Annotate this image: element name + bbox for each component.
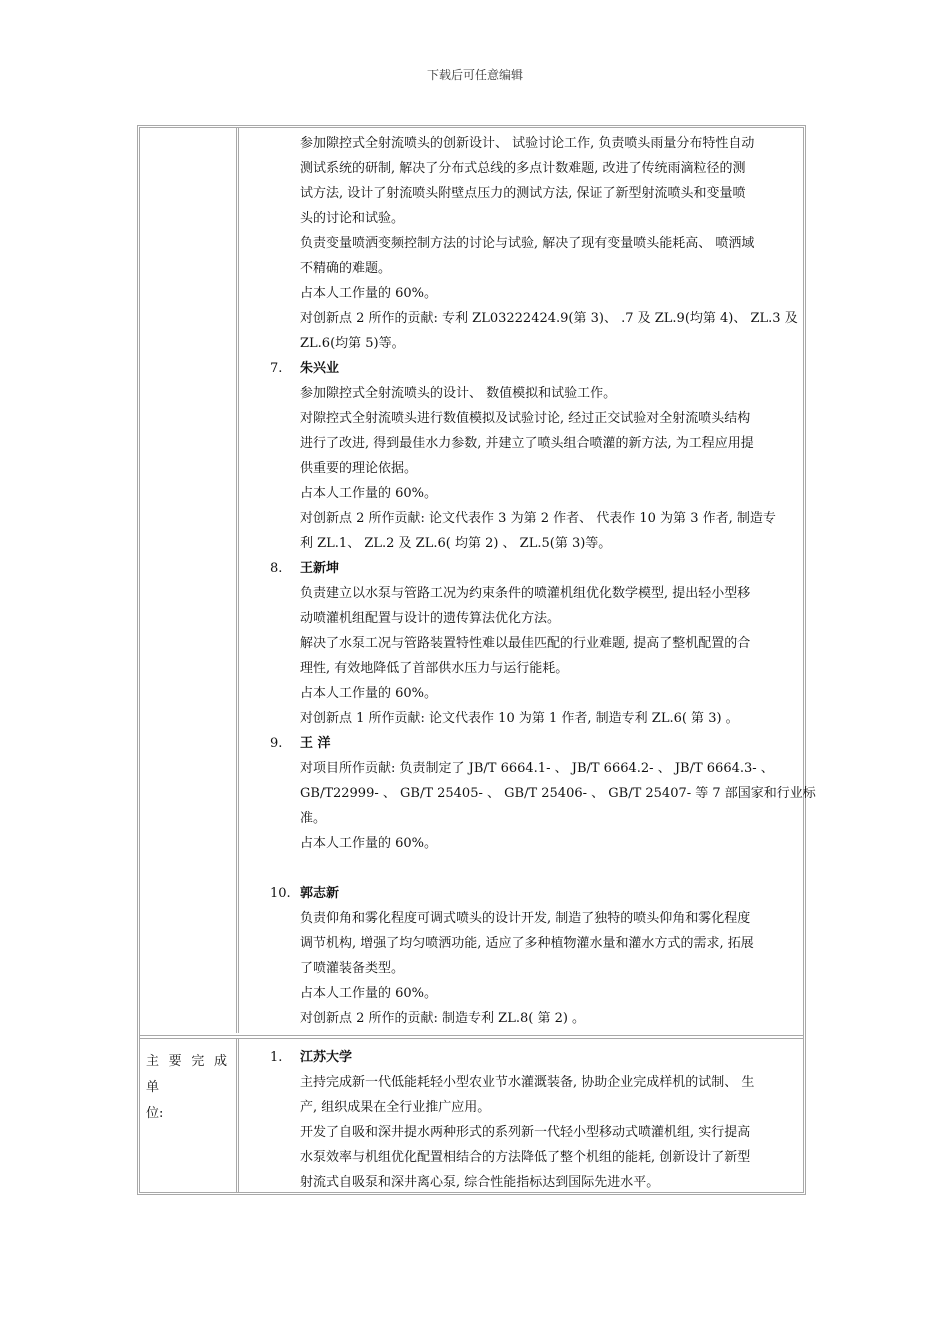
person-name: 王新坤: [300, 561, 340, 576]
table-row-personnel: [140, 128, 816, 1033]
text-line: 产, 组织成果在全行业推广应用。: [300, 1100, 491, 1115]
item-number: 9.: [270, 736, 283, 751]
row-label-line: 主要完成单: [146, 1054, 232, 1095]
text-line: 对创新点 2 所作贡献: 论文代表作 3 为第 2 作者、 代表作 10 为第 3 作者, 制造专: [300, 511, 776, 526]
text-line: 对创新点 2 所作的贡献: 专利 ZL03222424.9(第 3)、 .7 及 ZL.9(均第 4)、 ZL.3 及: [300, 311, 798, 326]
text-line: 负责建立以水泵与管路工况为约束条件的喷灌机组优化数学模型, 提出轻小型移: [300, 586, 751, 601]
text-line: 占本人工作量的 60%。: [300, 836, 438, 851]
item-number: 1.: [270, 1050, 283, 1065]
text-line: 准。: [300, 811, 327, 826]
text-line: 占本人工作量的 60%。: [300, 286, 438, 301]
text-line: 理性, 有效地降低了首部供水压力与运行能耗。: [300, 661, 569, 676]
person-heading: [270, 881, 802, 906]
row-label: [146, 1049, 232, 1127]
text-line: 试方法, 设计了射流喷头附壁点压力的测试方法, 保证了新型射流喷头和变量喷: [300, 186, 746, 201]
text-line: 不精确的难题。: [300, 261, 392, 276]
text-line: 利 ZL.1、 ZL.2 及 ZL.6( 均第 2) 、 ZL.5(第 3)等。: [300, 536, 612, 551]
text-line: 占本人工作量的 60%。: [300, 486, 438, 501]
row-label-line: 位:: [146, 1106, 164, 1121]
blank-line: [270, 856, 802, 881]
item-number: 7.: [270, 361, 283, 376]
text-line: 供重要的理论依据。: [300, 461, 418, 476]
page-header: 下载后可任意编辑: [426, 68, 523, 82]
person-name: 朱兴业: [300, 361, 340, 376]
text-line: 占本人工作量的 60%。: [300, 686, 438, 701]
text-line: 对创新点 1 所作贡献: 论文代表作 10 为第 1 作者, 制造专利 ZL.6( 第 3) 。: [300, 711, 739, 726]
text-line: 对隙控式全射流喷头进行数值模拟及试验讨论, 经过正交试验对全射流喷头结构: [300, 411, 751, 426]
person-name: 王 洋: [300, 736, 331, 751]
item-number: 10.: [270, 886, 291, 901]
person-heading: [270, 556, 802, 581]
text-line: 进行了改进, 得到最佳水力参数, 并建立了喷头组合喷灌的新方法, 为工程应用提: [300, 436, 754, 451]
column-divider: [236, 1039, 242, 1192]
text-line: 开发了自吸和深井提水两种形式的系列新一代轻小型移动式喷灌机组, 实行提高: [300, 1125, 751, 1140]
unit-name: 江苏大学: [300, 1050, 353, 1065]
text-line: 头的讨论和试验。: [300, 211, 405, 226]
text-line: 水泵效率与机组优化配置相结合的方法降低了整个机组的能耗, 创新设计了新型: [300, 1150, 751, 1165]
text-line: 对创新点 2 所作的贡献: 制造专利 ZL.8( 第 2) 。: [300, 1011, 586, 1026]
column-divider: [236, 128, 242, 1033]
text-line: 对项目所作贡献: 负责制定了 JB/T 6664.1- 、 JB/T 6664.2- 、 JB/T 6664.3- 、: [300, 761, 774, 776]
person-name: 郭志新: [300, 886, 340, 901]
text-line: 解决了水泵工况与管路装置特性难以最佳匹配的行业难题, 提高了整机配置的合: [300, 636, 751, 651]
text-line: GB/T22999- 、 GB/T 25405- 、 GB/T 25406- 、 GB/T 25407- 等 7 部国家和行业标: [300, 786, 816, 801]
item-number: 8.: [270, 561, 283, 576]
text-line: 测试系统的研制, 解决了分布式总线的多点计数难题, 改进了传统雨滴粒径的测: [300, 161, 746, 176]
text-line: 负责仰角和雾化程度可调式喷头的设计开发, 制造了独特的喷头仰角和雾化程度: [300, 911, 751, 926]
person-heading: [270, 731, 802, 756]
text-line: 动喷灌机组配置与设计的遗传算法优化方法。: [300, 611, 561, 626]
text-line: 主持完成新一代低能耗轻小型农业节水灌溉装备, 协助企业完成样机的试制、 生: [300, 1075, 755, 1090]
text-line: 调节机构, 增强了均匀喷洒功能, 适应了多种植物灌水量和灌水方式的需求, 拓展: [300, 936, 754, 951]
contribution-table: [137, 125, 816, 1195]
units-cell: [270, 1045, 802, 1195]
text-line: 占本人工作量的 60%。: [300, 986, 438, 1001]
person-heading: [270, 356, 802, 381]
text-line: 射流式自吸泵和深井离心泵, 综合性能指标达到国际先进水平。: [300, 1175, 660, 1190]
table-row-units: [140, 1035, 803, 1192]
personnel-cell: [270, 131, 816, 1031]
text-line: 参加隙控式全射流喷头的设计、 数值模拟和试验工作。: [300, 386, 617, 401]
text-line: ZL.6(均第 5)等。: [300, 336, 405, 351]
text-line: 负责变量喷洒变频控制方法的讨论与试验, 解决了现有变量喷头能耗高、 喷洒域: [300, 236, 755, 251]
text-line: 参加隙控式全射流喷头的创新设计、 试验讨论工作, 负责喷头雨量分布特性自动: [300, 136, 755, 151]
unit-heading: [270, 1045, 802, 1070]
text-line: 了喷灌装备类型。: [300, 961, 405, 976]
